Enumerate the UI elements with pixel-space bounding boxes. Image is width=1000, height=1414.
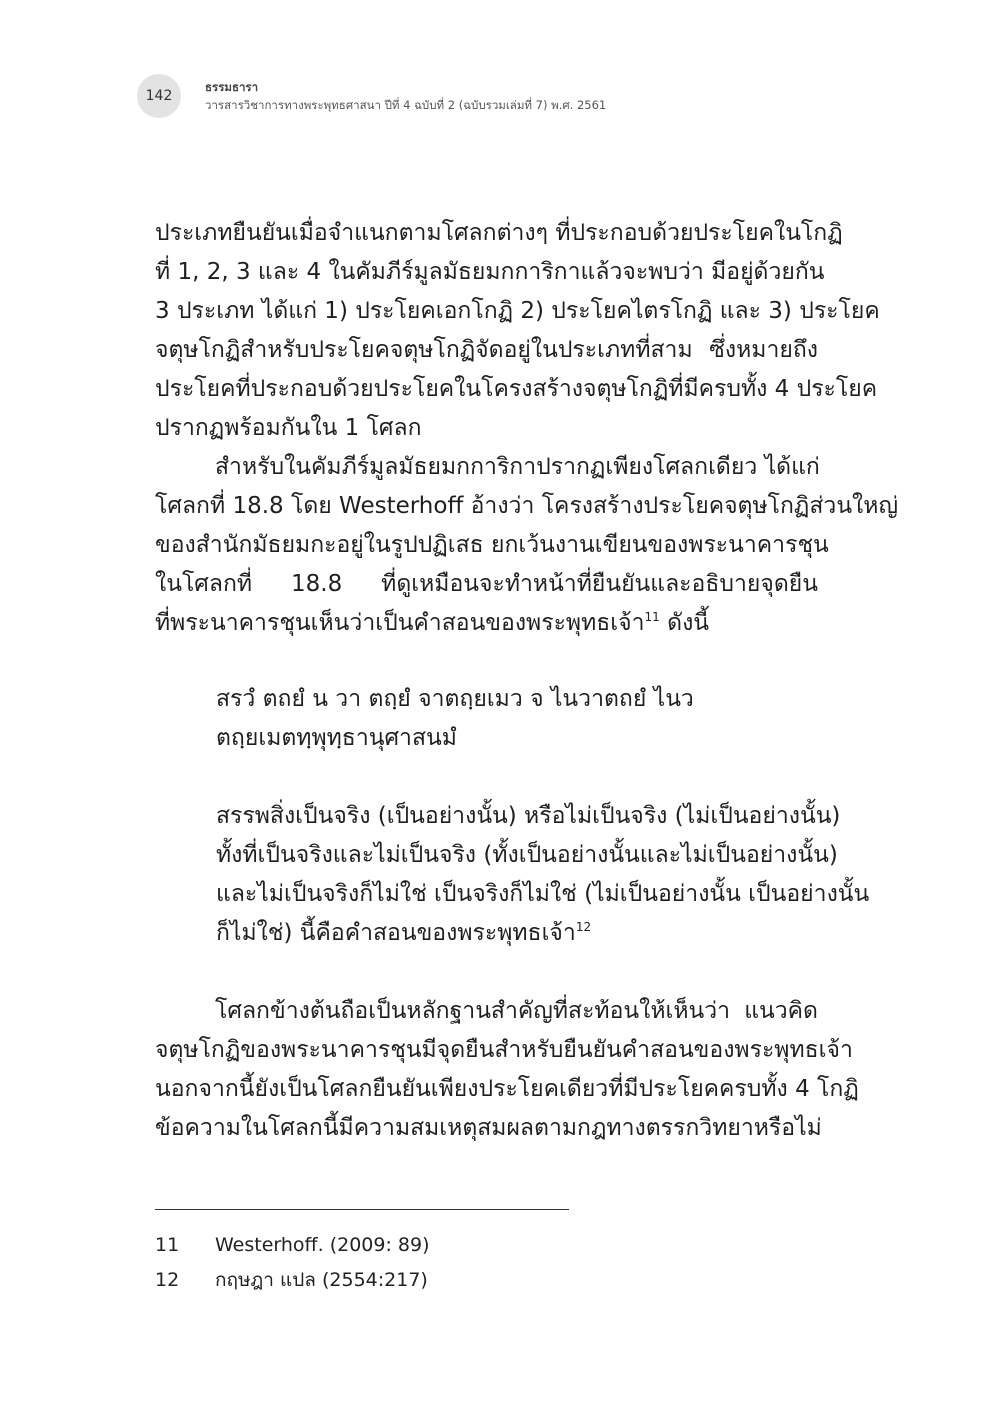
footnote-ref-12[interactable]: 12: [575, 920, 592, 934]
translation-line: ทั้งที่เป็นจริงและไม่เป็นจริง (ทั้งเป็นอย่างนั้นและไม่เป็นอย่างนั้น): [216, 842, 838, 868]
text-line: ในโศลกที่ 18.8 ที่ดูเหมือนจะทำหน้าที่ยืนยันและอธิบายจุดยืน: [155, 571, 818, 597]
footnote-number: 11: [155, 1234, 180, 1256]
text-line: ของสำนักมัธยมกะอยู่ในรูปปฏิเสธ ยกเว้นงานเขียนของพระนาคารชุน: [155, 532, 829, 558]
text-line: นอกจากนี้ยังเป็นโศลกยืนยันเพียงประโยคเดียวที่มีประโยคครบทั้ง 4 โกฏิ: [155, 1076, 859, 1102]
footnote-12: [155, 1263, 430, 1298]
translation-line-with-note: [216, 914, 818, 953]
footnote-ref-11[interactable]: 11: [644, 610, 660, 624]
text-line-tail: ดังนี้: [659, 610, 710, 636]
translation-line: ก็ไม่ใช่) นี้คือคำสอนของพระพุทธเจ้า: [216, 920, 576, 946]
journal-subtitle: วารสารวิชาการทางพระพุทธศาสนา ปีที่ 4 ฉบับที่ 2 (ฉบับรวมเล่มที่ 7) พ.ศ. 2561: [205, 98, 607, 112]
journal-name: ธรรมธารา: [205, 80, 259, 94]
text-line: จตุษโกฏิสำหรับประโยคจตุษโกฏิจัดอยู่ในประเภทที่สาม ซึ่งหมายถึง: [155, 337, 818, 363]
text-line: จตุษโกฏิของพระนาคารชุนมีจุดยืนสำหรับยืนยันคำสอนของพระพุทธเจ้า: [155, 1037, 853, 1063]
translation-line: สรรพสิ่งเป็นจริง (เป็นอย่างนั้น) หรือไม่เป็นจริง (ไม่เป็นอย่างนั้น): [216, 803, 841, 829]
verse-line: ตถฺยเมตทฺพุทฺธานุศาสนมํ: [216, 725, 457, 751]
text-line: ประโยคที่ประกอบด้วยประโยคในโครงสร้างจตุษโกฏิที่มีครบทั้ง 4 ประโยค: [155, 376, 878, 402]
text-line: 3 ประเภท ได้แก่ 1) ประโยคเอกโกฏิ 2) ประโยคไตรโกฏิ และ 3) ประโยค: [155, 298, 880, 324]
translation-line: และไม่เป็นจริงก็ไม่ใช่ เป็นจริงก็ไม่ใช่ (ไม่เป็นอย่างนั้น เป็นอย่างนั้น: [216, 881, 870, 907]
text-line: โศลกที่ 18.8 โดย Westerhoff อ้างว่า โครงสร้างประโยคจตุษโกฏิส่วนใหญ่: [155, 493, 899, 519]
text-line: สำหรับในคัมภีร์มูลมัธยมกการิกาปรากฏเพียงโศลกเดียว ได้แก่: [215, 454, 820, 480]
paragraph-3: [155, 992, 859, 1148]
footnote-text: กฤษฎา แปล (2554:217): [215, 1269, 428, 1291]
paragraph-1: [155, 214, 880, 448]
text-line: ข้อความในโศลกนี้มีความสมเหตุสมผลตามกฎทางตรรกวิทยาหรือไม่: [155, 1115, 822, 1141]
text-line: ปรากฏพร้อมกันใน 1 โศลก: [155, 415, 422, 441]
footnote-11: [155, 1228, 430, 1263]
footnote-number: 12: [155, 1269, 180, 1291]
running-header: [205, 78, 606, 114]
footnote-divider: [155, 1209, 569, 1210]
paragraph-2: [155, 448, 899, 643]
text-line: ประเภทยืนยันเมื่อจำแนกตามโศลกต่างๆ ที่ประกอบด้วยประโยคในโกฏิ: [155, 220, 843, 246]
footnote-text: Westerhoff. (2009: 89): [215, 1234, 430, 1256]
text-line-with-note: [155, 604, 818, 643]
page-number-badge: [137, 74, 181, 118]
verse-line: สรวํ ตถยํ น วา ตถฺยํ จาตถฺยเมว จ ไนวาตถยํ ไนว: [216, 686, 694, 712]
text-line: โศลกข้างต้นถือเป็นหลักฐานสำคัญที่สะท้อนให้เห็นว่า แนวคิด: [215, 998, 818, 1024]
verse-translation: [216, 797, 870, 953]
pali-verse: [216, 680, 818, 758]
footnotes: [155, 1228, 430, 1298]
text-line: ที่ 1, 2, 3 และ 4 ในคัมภีร์มูลมัธยมกการิกาแล้วจะพบว่า มีอยู่ด้วยกัน: [155, 259, 825, 285]
text-line: ที่พระนาคารชุนเห็นว่าเป็นคำสอนของพระพุทธเจ้า: [155, 610, 645, 636]
page-number: 142: [145, 88, 173, 104]
